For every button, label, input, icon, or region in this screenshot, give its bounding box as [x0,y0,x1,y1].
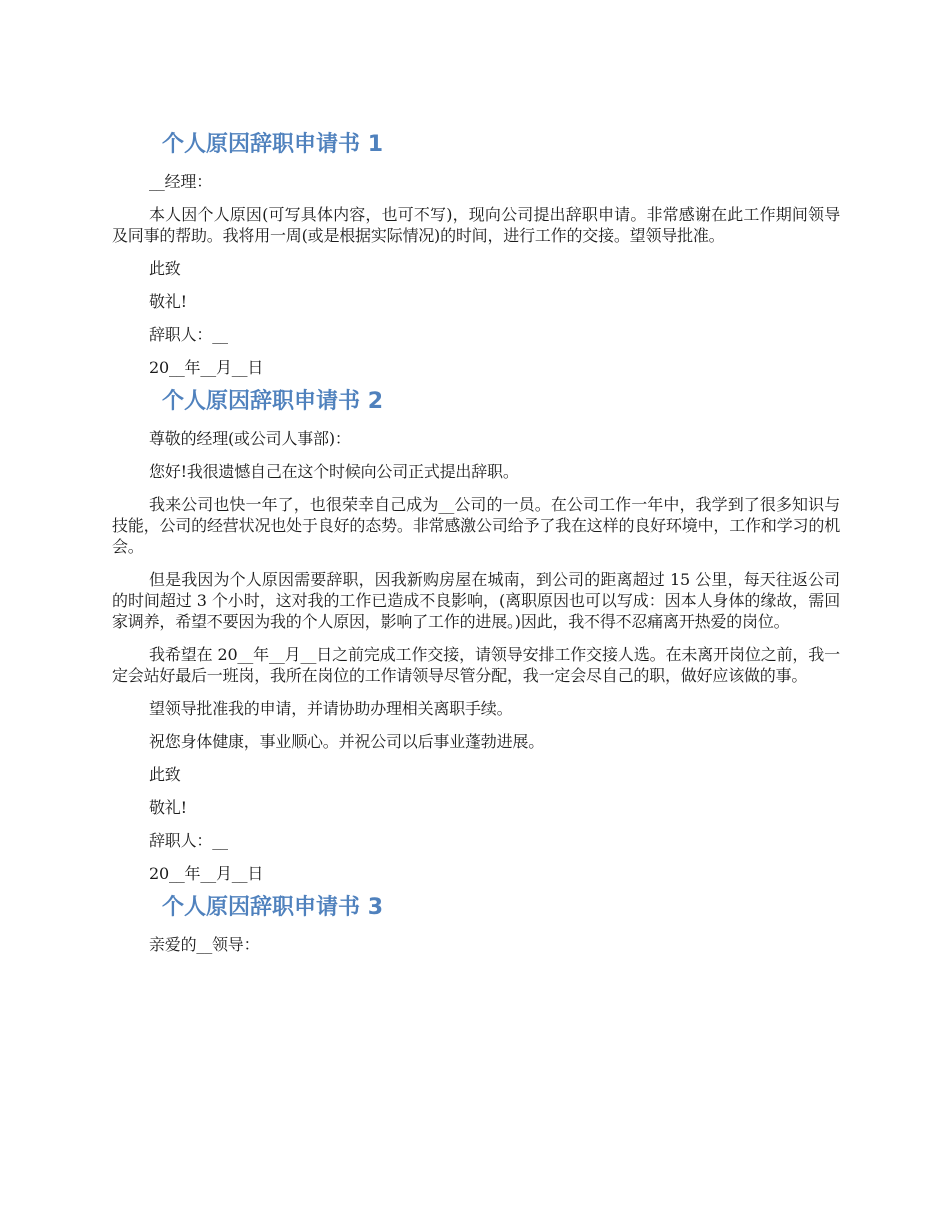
section-title-text: 个人原因辞职申请书 [162,389,361,414]
body-paragraph: 我希望在 20__年__月__日之前完成工作交接，请领导安排工作交接人选。在未离开岗位之前，我一定会站好最后一班岗，我所在岗位的工作请领导尽管分配，我一定会尽自己的职，做好应该做的事。 [112,645,840,685]
date-line: 20__年__月__日 [149,864,264,883]
closing-salute: 敬礼! [149,798,187,817]
document-body [112,127,840,955]
section-title-text: 个人原因辞职申请书 [162,132,361,157]
section-number: 1 [367,132,383,157]
section-title-1 [112,127,840,163]
section-number: 2 [367,389,383,414]
closing-phrase: 此致 [149,765,181,784]
section-title-3 [112,890,840,926]
body-paragraph: 但是我因为个人原因需要辞职，因我新购房屋在城南，到公司的距离超过 15 公里，每天往返公司的时间超过 3 个小时，这对我的工作已造成不良影响，(离职原因也可以写成：因本人身体的缘故，需回家调养，希望不要因为我的个人原因，影响了工作的进展。)因此，我不得不忍痛离开热爱的岗位。 [112,570,840,631]
body-paragraph: 您好!我很遗憾自己在这个时候向公司正式提出辞职。 [149,462,519,481]
body-paragraph: 本人因个人原因(可写具体内容，也可不写)，现向公司提出辞职申请。非常感谢在此工作期间领导及同事的帮助。我将用一周(或是根据实际情况)的时间，进行工作的交接。望领导批准。 [112,205,840,245]
section-title-2 [112,384,840,420]
body-paragraph: 望领导批准我的申请，并请协助办理相关离职手续。 [149,699,513,718]
body-paragraph: 祝您身体健康，事业顺心。并祝公司以后事业蓬勃进展。 [149,732,545,751]
signature-line: 辞职人：__ [149,831,228,850]
closing-salute: 敬礼! [149,292,187,311]
section-number: 3 [367,895,383,920]
closing-phrase: 此致 [149,259,181,278]
salutation: __经理： [149,172,213,191]
signature-line: 辞职人：__ [149,325,228,344]
salutation: 尊敬的经理(或公司人事部)： [149,429,351,448]
section-title-text: 个人原因辞职申请书 [162,895,361,920]
date-line: 20__年__月__日 [149,358,264,377]
salutation: 亲爱的__领导： [149,935,260,954]
body-paragraph: 我来公司也快一年了，也很荣幸自己成为__公司的一员。在公司工作一年中，我学到了很多知识与技能，公司的经营状况也处于良好的态势。非常感激公司给予了我在这样的良好环境中，工作和学习的机会。 [112,495,840,556]
